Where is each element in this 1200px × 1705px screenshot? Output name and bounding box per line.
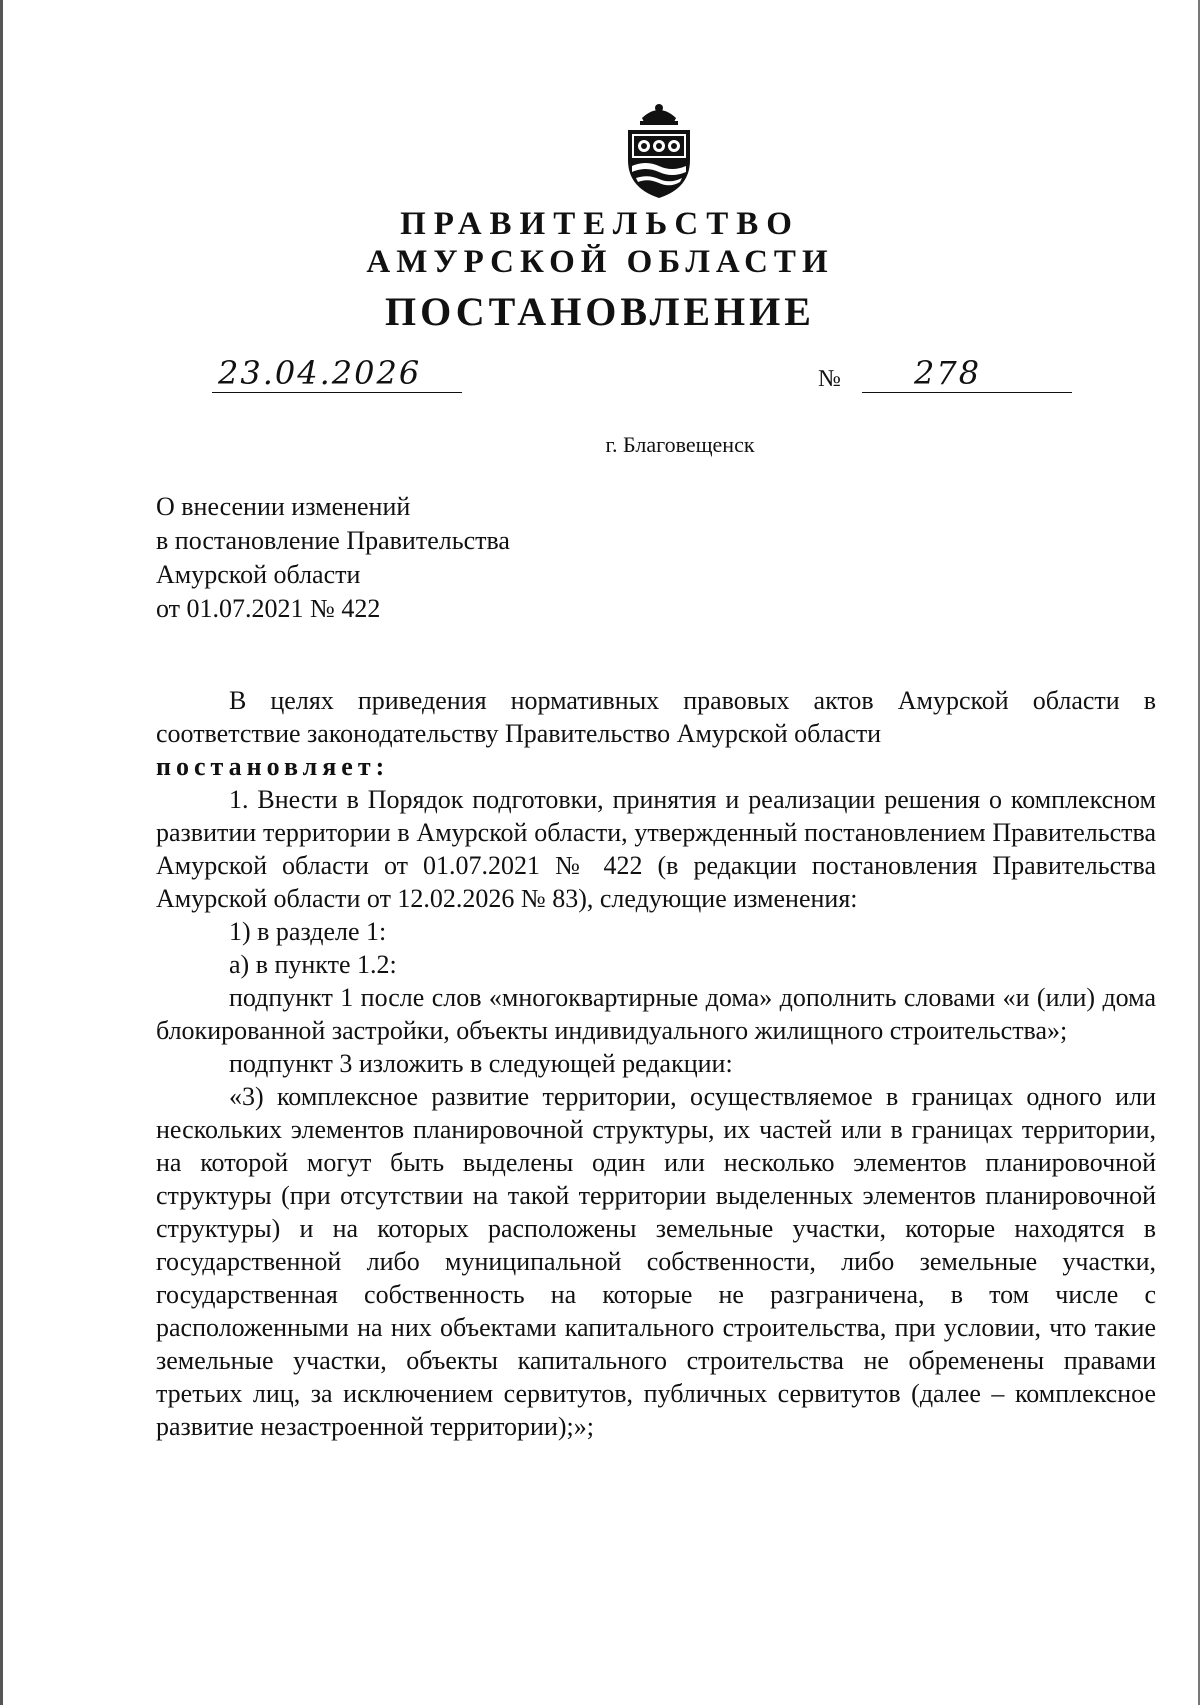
authority-name-line1: ПРАВИТЕЛЬСТВО (400, 206, 800, 242)
title-line: Амурской области (156, 560, 361, 589)
amendment-paragraph-2: подпункт 3 изложить в следующей редакции: (229, 1049, 733, 1078)
document-body (156, 684, 1156, 1443)
number-sign: № (818, 366, 841, 392)
document-type: ПОСТАНОВЛЕНИЕ (385, 289, 815, 334)
document-number: 278 (914, 354, 982, 392)
title-line: О внесении изменений (156, 492, 411, 521)
resolves-keyword: постановляет: (156, 752, 390, 781)
intro-paragraph: В целях приведения нормативных правовых актов Амурской области в соответствие законодательству Правительство Амурской области (156, 686, 1156, 748)
authority-name-line2: АМУРСКОЙ ОБЛАСТИ (366, 244, 834, 280)
item-1-paragraph: 1. Внести в Порядок подготовки, принятия и реализации решения о комплексном развитии территории в Амурской области, утвержденный постановлением Правительства Амурской области от 01.07.2021 № 422 (в редакции постановления Правительства Амурской области от 12.02.2026 № 83), следующие изменения: (156, 785, 1156, 913)
date-underline (212, 392, 462, 393)
amendment-paragraph-1: подпункт 1 после слов «многоквартирные дома» дополнить словами «и (или) дома блокированной застройки, объекты индивидуального жилищного строительства»; (156, 983, 1156, 1045)
subitem-1: 1) в разделе 1: (229, 917, 387, 946)
document-date: 23.04.2026 (218, 354, 422, 392)
number-underline (862, 392, 1072, 393)
document-title (156, 490, 510, 626)
coat-of-arms-icon (618, 100, 700, 200)
city-name: г. Благовещенск (605, 432, 755, 457)
subitem-a: а) в пункте 1.2: (229, 950, 397, 979)
title-line: в постановление Правительства (156, 526, 510, 555)
title-line: от 01.07.2021 № 422 (156, 594, 381, 623)
amendment-paragraph-3: «3) комплексное развитие территории, осуществляемое в границах одного или нескольких элементов планировочной структуры, их частей или в границах территории, на которой могут быть выделены один или несколько элементов планировочной структуры (при отсутствии на такой территории выделенных элементов планировочной структуры) и на которых расположены земельные участки, которые находятся в государственной либо муниципальной собственности, либо земельные участки, государственная собственность на которые не разграничена, в том числе с расположенными на них объектами капитального строительства, при условии, что такие земельные участки, объекты капитального строительства не обременены правами третьих лиц, за исключением сервитутов, публичных сервитутов (далее – комплексное развитие незастроенной территории);»; (156, 1082, 1156, 1441)
